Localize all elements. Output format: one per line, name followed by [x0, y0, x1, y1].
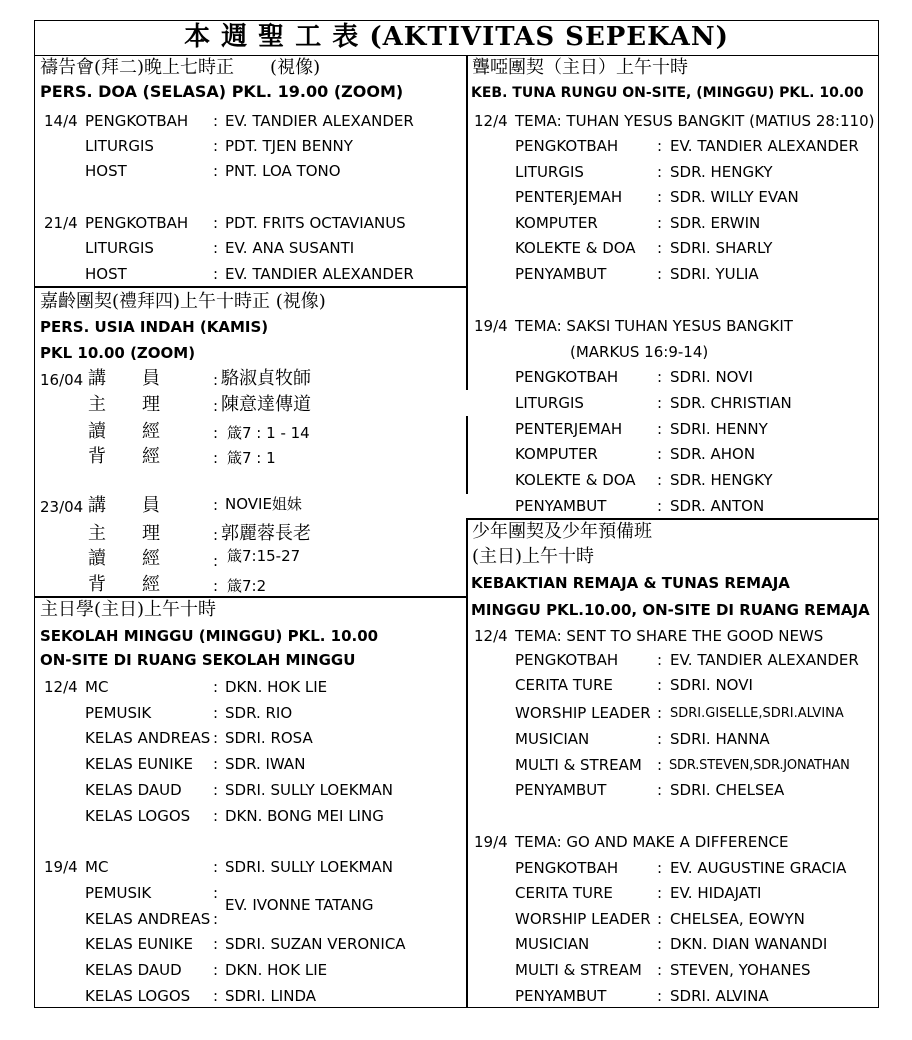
doa-name: EV. TANDIER ALEXANDER: [225, 265, 414, 283]
doa-colon: :: [213, 265, 219, 283]
doa-role: HOST: [85, 265, 127, 283]
remaja-name: SDRI. HANNA: [670, 730, 770, 748]
doa-role: PENGKOTBAH: [85, 214, 189, 232]
remaja-name: EV. AUGUSTINE GRACIA: [670, 859, 847, 877]
sekolah-colon: :: [213, 781, 219, 799]
usia-role: 背 經: [88, 446, 160, 467]
doa-role: LITURGIS: [85, 239, 154, 257]
sekolah-role: MC: [85, 858, 109, 876]
divider-doa: [34, 286, 467, 288]
sekolah-colon: :: [213, 858, 219, 876]
sekolah-chinese-title: 主日學(主日)上午十時: [40, 599, 217, 620]
sekolah-date: 19/4: [44, 858, 78, 876]
sekolah-colon: :: [213, 704, 219, 722]
usia-role: 主 理: [88, 523, 160, 544]
tunarungu-name: SDR. HENGKY: [670, 471, 773, 489]
doa-colon: :: [213, 137, 219, 155]
remaja-role: WORSHIP LEADER: [515, 910, 651, 928]
sekolah-role: KELAS DAUD: [85, 961, 182, 979]
usia-colon: :: [213, 424, 219, 442]
sekolah-date: 12/4: [44, 678, 78, 696]
usia-name: NOVIE姐妹: [225, 495, 302, 513]
tunarungu-heading: KEB. TUNA RUNGU ON-SITE, (MINGGU) PKL. 10.00: [471, 85, 864, 101]
remaja-colon: :: [657, 987, 663, 1005]
tunarungu-name: SDR. HENGKY: [670, 163, 773, 181]
doa-role: LITURGIS: [85, 137, 154, 155]
tunarungu-role: KOMPUTER: [515, 214, 598, 232]
usia-name: 駱淑貞牧師: [221, 368, 311, 389]
usia-name: 郭麗蓉長老: [221, 523, 311, 544]
remaja-name: SDR.STEVEN,SDR.JONATHAN: [669, 758, 850, 773]
usia-role: 主 理: [88, 394, 160, 415]
doa-date: 14/4: [44, 112, 78, 130]
remaja-colon: :: [657, 884, 663, 902]
remaja-heading: KEBAKTIAN REMAJA & TUNAS REMAJA: [471, 574, 790, 592]
tunarungu-colon: :: [657, 445, 663, 463]
remaja-colon: :: [657, 704, 663, 722]
sekolah-colon: :: [213, 729, 219, 747]
sekolah-name: SDR. IWAN: [225, 755, 306, 773]
usia-colon: :: [213, 449, 219, 467]
usia-role: 讀 經: [88, 421, 160, 442]
usia-name: 箴7 : 1 - 14: [227, 424, 310, 442]
remaja-colon: :: [657, 961, 663, 979]
usia-heading: PERS. USIA INDAH (KAMIS): [40, 318, 269, 336]
tunarungu-role: PENGKOTBAH: [515, 368, 619, 386]
usia-role: 背 經: [88, 574, 160, 595]
column-divider-mid: [466, 416, 468, 494]
tunarungu-colon: :: [657, 188, 663, 206]
tunarungu-colon: :: [657, 394, 663, 412]
remaja-date: 12/4: [474, 627, 508, 645]
doa-chinese-title: 禱告會(拜二)晚上七時正 (視像): [40, 57, 321, 78]
tunarungu-colon: :: [657, 239, 663, 257]
tunarungu-role: LITURGIS: [515, 394, 584, 412]
sekolah-colon: :: [213, 678, 219, 696]
remaja-role: PENGKOTBAH: [515, 859, 619, 877]
tunarungu-colon: :: [657, 214, 663, 232]
usia-heading-time: PKL 10.00 (ZOOM): [40, 344, 196, 362]
usia-name: 陳意達傳道: [221, 394, 311, 415]
doa-date: 21/4: [44, 214, 78, 232]
remaja-role: CERITA TURE: [515, 884, 613, 902]
sekolah-role: KELAS EUNIKE: [85, 755, 193, 773]
remaja-role: MUSICIAN: [515, 935, 590, 953]
sekolah-colon: :: [213, 987, 219, 1005]
sekolah-name: SDRI. SULLY LOEKMAN: [225, 858, 393, 876]
tunarungu-colon: :: [657, 265, 663, 283]
remaja-role: WORSHIP LEADER: [515, 704, 651, 722]
usia-role: 讀 經: [88, 548, 160, 569]
usia-name: 箴7:15-27: [227, 547, 301, 565]
remaja-name: STEVEN, YOHANES: [670, 961, 811, 979]
doa-heading: PERS. DOA (SELASA) PKL. 19.00 (ZOOM): [40, 82, 404, 101]
doa-colon: :: [213, 112, 219, 130]
usia-name: 箴7:2: [227, 577, 267, 595]
sekolah-heading-location: ON-SITE DI RUANG SEKOLAH MINGGU: [40, 651, 356, 669]
remaja-theme: TEMA: GO AND MAKE A DIFFERENCE: [515, 833, 789, 851]
remaja-theme: TEMA: SENT TO SHARE THE GOOD NEWS: [515, 627, 824, 645]
sekolah-colon: :: [213, 935, 219, 953]
remaja-colon: :: [657, 935, 663, 953]
sekolah-colon: :: [213, 755, 219, 773]
remaja-chinese-title: 少年團契及少年預備班: [472, 521, 652, 542]
usia-colon: :: [213, 526, 219, 544]
sekolah-role: KELAS LOGOS: [85, 987, 191, 1005]
sekolah-heading: SEKOLAH MINGGU (MINGGU) PKL. 10.00: [40, 627, 379, 645]
usia-chinese-title: 嘉齡團契(禮拜四)上午十時正 (視像): [40, 291, 326, 312]
usia-colon: :: [213, 496, 219, 514]
remaja-name: SDRI. CHELSEA: [670, 781, 785, 799]
tunarungu-date: 19/4: [474, 317, 508, 335]
tunarungu-colon: :: [657, 497, 663, 515]
remaja-name: SDRI.GISELLE,SDRI.ALVINA: [670, 706, 844, 721]
remaja-role: PENYAMBUT: [515, 987, 607, 1005]
remaja-name: SDRI. NOVI: [670, 676, 753, 694]
tunarungu-role: PENTERJEMAH: [515, 420, 623, 438]
sekolah-role: KELAS ANDREAS: [85, 910, 211, 928]
tunarungu-name: SDR. AHON: [670, 445, 756, 463]
remaja-role: PENYAMBUT: [515, 781, 607, 799]
remaja-name: EV. TANDIER ALEXANDER: [670, 651, 859, 669]
divider-tunarungu: [466, 518, 879, 520]
usia-date: 23/04: [40, 498, 84, 516]
divider-usia: [34, 596, 467, 598]
doa-name: PDT. TJEN BENNY: [225, 137, 353, 155]
remaja-date: 19/4: [474, 833, 508, 851]
remaja-colon: :: [657, 756, 663, 774]
tunarungu-theme: TEMA: SAKSI TUHAN YESUS BANGKIT: [515, 317, 793, 335]
remaja-role: MULTI & STREAM: [515, 756, 642, 774]
remaja-name: CHELSEA, EOWYN: [670, 910, 805, 928]
tunarungu-role: KOLEKTE & DOA: [515, 239, 636, 257]
sekolah-merged-name: EV. IVONNE TATANG: [225, 896, 374, 914]
sekolah-colon: :: [213, 961, 219, 979]
usia-date: 16/04: [40, 371, 84, 389]
sekolah-name: SDR. RIO: [225, 704, 293, 722]
tunarungu-role: PENYAMBUT: [515, 497, 607, 515]
usia-colon: :: [213, 371, 219, 389]
doa-name: EV. TANDIER ALEXANDER: [225, 112, 414, 130]
remaja-colon: :: [657, 781, 663, 799]
usia-colon: :: [213, 552, 219, 570]
sekolah-name: SDRI. LINDA: [225, 987, 317, 1005]
tunarungu-role: LITURGIS: [515, 163, 584, 181]
remaja-name: DKN. DIAN WANANDI: [670, 935, 828, 953]
remaja-colon: :: [657, 651, 663, 669]
column-divider-bottom: [466, 520, 468, 1008]
usia-role: 講 員: [88, 368, 160, 389]
doa-role: HOST: [85, 162, 127, 180]
remaja-colon: :: [657, 910, 663, 928]
remaja-name: EV. HIDAJATI: [670, 884, 762, 902]
sekolah-role: PEMUSIK: [85, 884, 152, 902]
remaja-role: MULTI & STREAM: [515, 961, 642, 979]
remaja-colon: :: [657, 859, 663, 877]
remaja-colon: :: [657, 676, 663, 694]
doa-name: PDT. FRITS OCTAVIANUS: [225, 214, 406, 232]
sekolah-role: KELAS ANDREAS: [85, 729, 211, 747]
doa-colon: :: [213, 162, 219, 180]
usia-colon: :: [213, 577, 219, 595]
usia-name: 箴7 : 1: [227, 449, 276, 467]
tunarungu-name: EV. TANDIER ALEXANDER: [670, 137, 859, 155]
doa-colon: :: [213, 239, 219, 257]
sekolah-name: DKN. HOK LIE: [225, 678, 328, 696]
tunarungu-theme-verse: (MARKUS 16:9-14): [570, 343, 709, 361]
remaja-colon: :: [657, 730, 663, 748]
column-divider-top: [466, 56, 468, 390]
doa-name: EV. ANA SUSANTI: [225, 239, 355, 257]
tunarungu-role: PENYAMBUT: [515, 265, 607, 283]
tunarungu-colon: :: [657, 420, 663, 438]
remaja-role: CERITA TURE: [515, 676, 613, 694]
usia-role: 講 員: [88, 495, 160, 516]
tunarungu-role: KOLEKTE & DOA: [515, 471, 636, 489]
tunarungu-name: SDR. ANTON: [670, 497, 765, 515]
tunarungu-name: SDR. CHRISTIAN: [670, 394, 792, 412]
doa-name: PNT. LOA TONO: [225, 162, 341, 180]
tunarungu-role: PENTERJEMAH: [515, 188, 623, 206]
sekolah-role: KELAS LOGOS: [85, 807, 191, 825]
remaja-role: PENGKOTBAH: [515, 651, 619, 669]
sekolah-colon: :: [213, 807, 219, 825]
tunarungu-date: 12/4: [474, 112, 508, 130]
sekolah-name: SDRI. SUZAN VERONICA: [225, 935, 406, 953]
tunarungu-name: SDRI. NOVI: [670, 368, 753, 386]
remaja-name: SDRI. ALVINA: [670, 987, 769, 1005]
sekolah-colon: :: [213, 910, 219, 928]
sekolah-role: MC: [85, 678, 109, 696]
remaja-chinese-time: (主日)上午十時: [472, 546, 595, 567]
tunarungu-name: SDR. WILLY EVAN: [670, 188, 799, 206]
tunarungu-colon: :: [657, 471, 663, 489]
remaja-heading-location: MINGGU PKL.10.00, ON-SITE DI RUANG REMAJA: [471, 601, 870, 619]
sekolah-role: PEMUSIK: [85, 704, 152, 722]
tunarungu-role: KOMPUTER: [515, 445, 598, 463]
tunarungu-colon: :: [657, 368, 663, 386]
sekolah-name: SDRI. ROSA: [225, 729, 313, 747]
tunarungu-name: SDRI. SHARLY: [670, 239, 773, 257]
tunarungu-role: PENGKOTBAH: [515, 137, 619, 155]
tunarungu-name: SDR. ERWIN: [670, 214, 761, 232]
page-title: 本 週 聖 工 表 (AKTIVITAS SEPEKAN): [34, 20, 879, 56]
sekolah-role: KELAS EUNIKE: [85, 935, 193, 953]
tunarungu-name: SDRI. YULIA: [670, 265, 759, 283]
doa-colon: :: [213, 214, 219, 232]
tunarungu-colon: :: [657, 163, 663, 181]
remaja-role: MUSICIAN: [515, 730, 590, 748]
tunarungu-name: SDRI. HENNY: [670, 420, 768, 438]
sekolah-name: DKN. BONG MEI LING: [225, 807, 384, 825]
sekolah-role: KELAS DAUD: [85, 781, 182, 799]
tunarungu-colon: :: [657, 137, 663, 155]
doa-role: PENGKOTBAH: [85, 112, 189, 130]
sekolah-name: SDRI. SULLY LOEKMAN: [225, 781, 393, 799]
sekolah-colon: :: [213, 884, 219, 902]
tunarungu-theme: TEMA: TUHAN YESUS BANGKIT (MATIUS 28:110): [515, 112, 875, 130]
tunarungu-chinese-title: 聾啞團契（主日）上午十時: [472, 57, 688, 78]
sekolah-name: DKN. HOK LIE: [225, 961, 328, 979]
usia-colon: :: [213, 397, 219, 415]
